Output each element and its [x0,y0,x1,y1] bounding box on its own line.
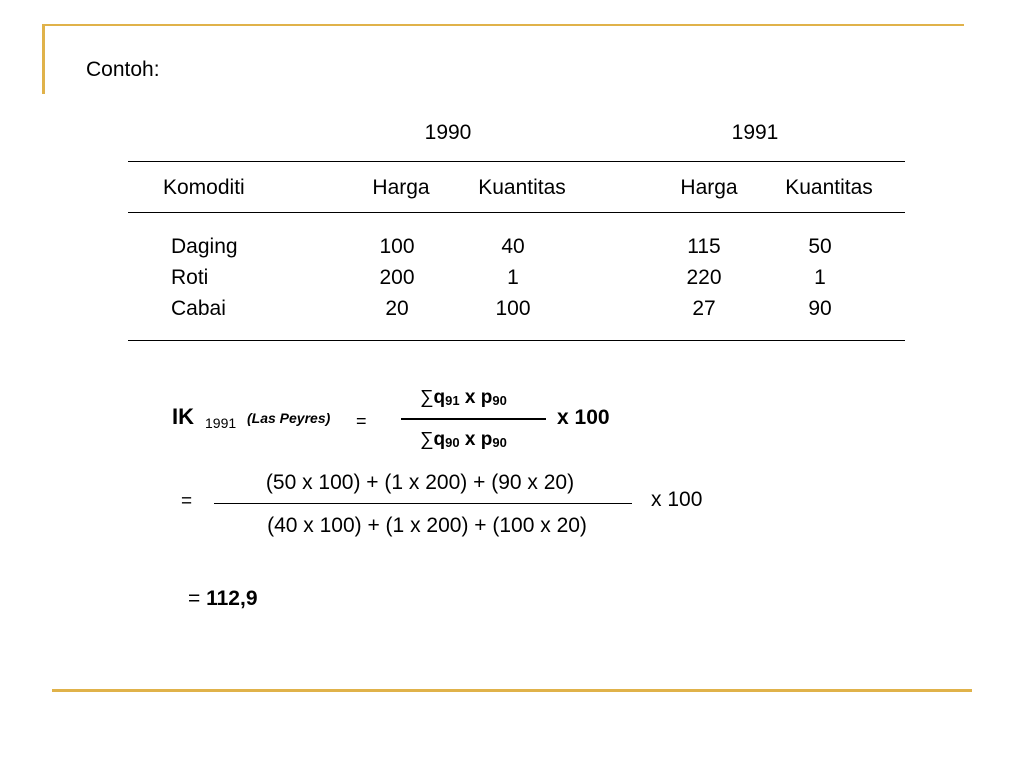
quantity-1991: 50 [808,235,832,258]
result-equals: = [188,587,201,610]
column-header-kuantitas-1990: Kuantitas [478,176,566,199]
commodity-name: Daging [171,235,238,258]
year-1990-header: 1990 [424,121,472,144]
calc-times-100: x 100 [651,488,703,511]
quantity-1990: 40 [501,235,525,258]
column-header-harga-1991: Harga [680,176,738,199]
column-header-harga-1990: Harga [372,176,430,199]
price-1991: 27 [692,297,716,320]
formula-denominator: $\sum q_{90}$ x $p_{90}$ [420,429,507,450]
slide-heading: Contoh: [86,58,160,81]
table-bottom-rule [128,340,905,341]
accent-bottom-line [52,689,972,692]
ik-label: IK [172,404,194,429]
calc-equals: = [181,491,193,512]
sum-symbol-icon: ∑ [420,387,434,408]
result-line [188,587,258,611]
accent-vertical-bar [42,24,45,94]
sum-symbol-icon: ∑ [420,429,434,450]
column-header-kuantitas-1991: Kuantitas [785,176,873,199]
year-1991-header: 1991 [731,121,779,144]
ik-year-subscript: 1991 [205,415,237,431]
column-header-komoditi: Komoditi [163,176,245,199]
quantity-1990: 100 [495,297,531,320]
table-header-rule [128,212,905,213]
quantity-1991: 90 [808,297,832,320]
quantity-1991: 1 [814,266,826,289]
formula-numerator: $\sum q_{91}$ x $p_{90}$ [420,387,507,408]
price-1990: 20 [385,297,409,320]
accent-top-line [42,24,964,26]
formula-equals: = [356,411,367,431]
quantity-1990: 1 [507,266,519,289]
commodity-name: Roti [171,266,209,289]
calc-numerator: (50 x 100) + (1 x 200) + (90 x 20) [265,471,575,494]
price-1990: 100 [379,235,415,258]
method-label: (Las Peyres) [247,410,331,426]
calc-denominator: (40 x 100) + (1 x 200) + (100 x 20) [267,514,587,537]
formula-fraction-bar [401,418,546,420]
price-1990: 200 [379,266,415,289]
calc-fraction-bar [214,503,632,504]
table-top-rule [128,161,905,162]
formula-times-100: x 100 [557,406,610,429]
price-1991: 115 [687,235,721,258]
result-value: 112,9 [206,587,258,610]
price-1991: 220 [686,266,722,289]
commodity-name: Cabai [171,297,226,320]
